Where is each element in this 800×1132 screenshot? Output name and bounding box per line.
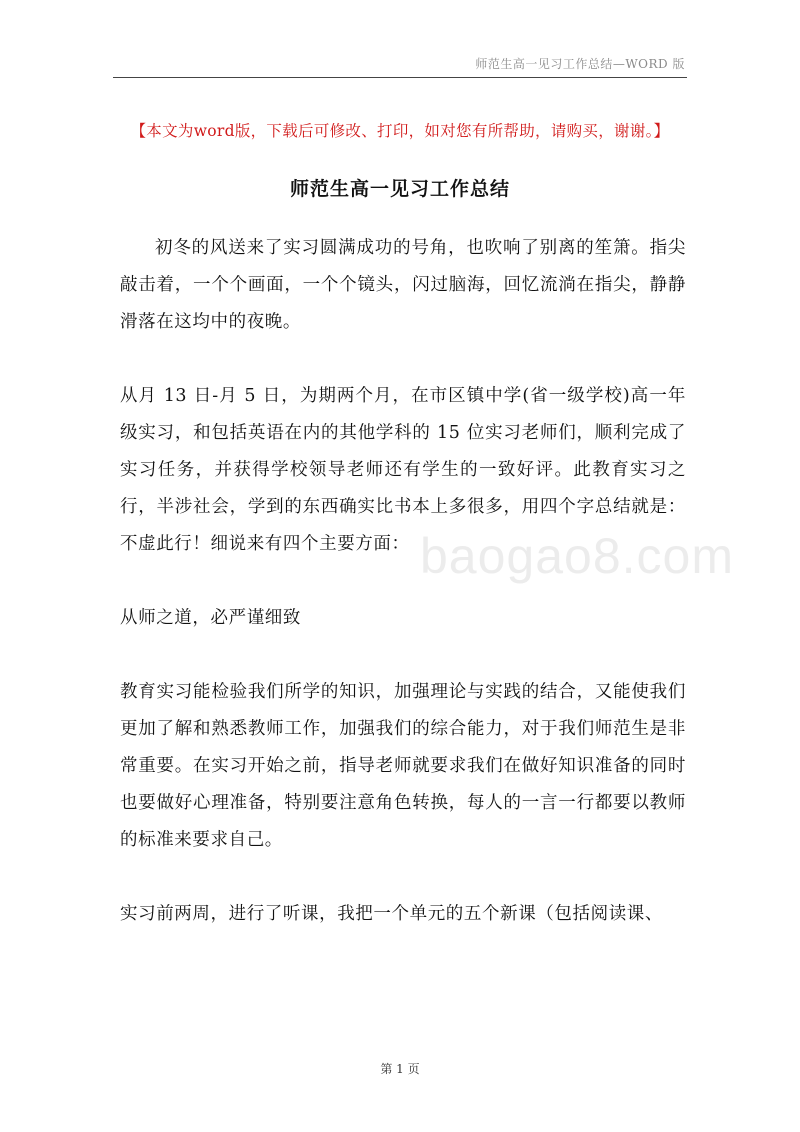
paragraph-lesson-observation: 实习前两周，进行了听课，我把一个单元的五个新课（包括阅读课、 <box>120 904 663 924</box>
document-body <box>120 230 686 933</box>
page-number: 第 1 页 <box>380 1062 420 1076</box>
section-heading: 从师之道，必严谨细致 <box>120 608 301 628</box>
header-divider <box>113 77 687 78</box>
paragraph-overview: 从月 13 日-月 5 日，为期两个月，在市区镇中学(省一级学校)高一年级实习，和包括英语在内的其他学科的 15 位实习老师们，顺利完成了实习任务，并获得学校领导老师还有学生的一致好评。此教育实习之行，半涉社会，学到的东西确实比书本上多很多，用四个字总结就是：不虚此行！细说来有四个主要方面： <box>120 386 686 554</box>
paragraph-education-practice: 教育实习能检验我们所学的知识，加强理论与实践的结合，又能使我们更加了解和熟悉教师工作，加强我们的综合能力，对于我们师范生是非常重要。在实习开始之前，指导老师就要求我们在做好知识准备的同时也要做好心理准备，特别要注意角色转换，每人的一言一行都要以教师的标准来要求自己。 <box>120 682 686 850</box>
running-header: 师范生高一见习工作总结—WORD 版 <box>475 57 685 71</box>
paragraph-intro: 初冬的风送来了实习圆满成功的号角，也吹响了别离的笙箫。指尖敲击着，一个个画面，一个个镜头，闪过脑海，回忆流淌在指尖，静静滑落在这均中的夜晚。 <box>120 238 686 332</box>
document-title: 师范生高一见习工作总结 <box>289 178 510 200</box>
download-notice: 【本文为word版，下载后可修改、打印，如对您有所帮助，请购买，谢谢。】 <box>130 122 670 140</box>
watermark: baogao8.com <box>420 528 735 584</box>
